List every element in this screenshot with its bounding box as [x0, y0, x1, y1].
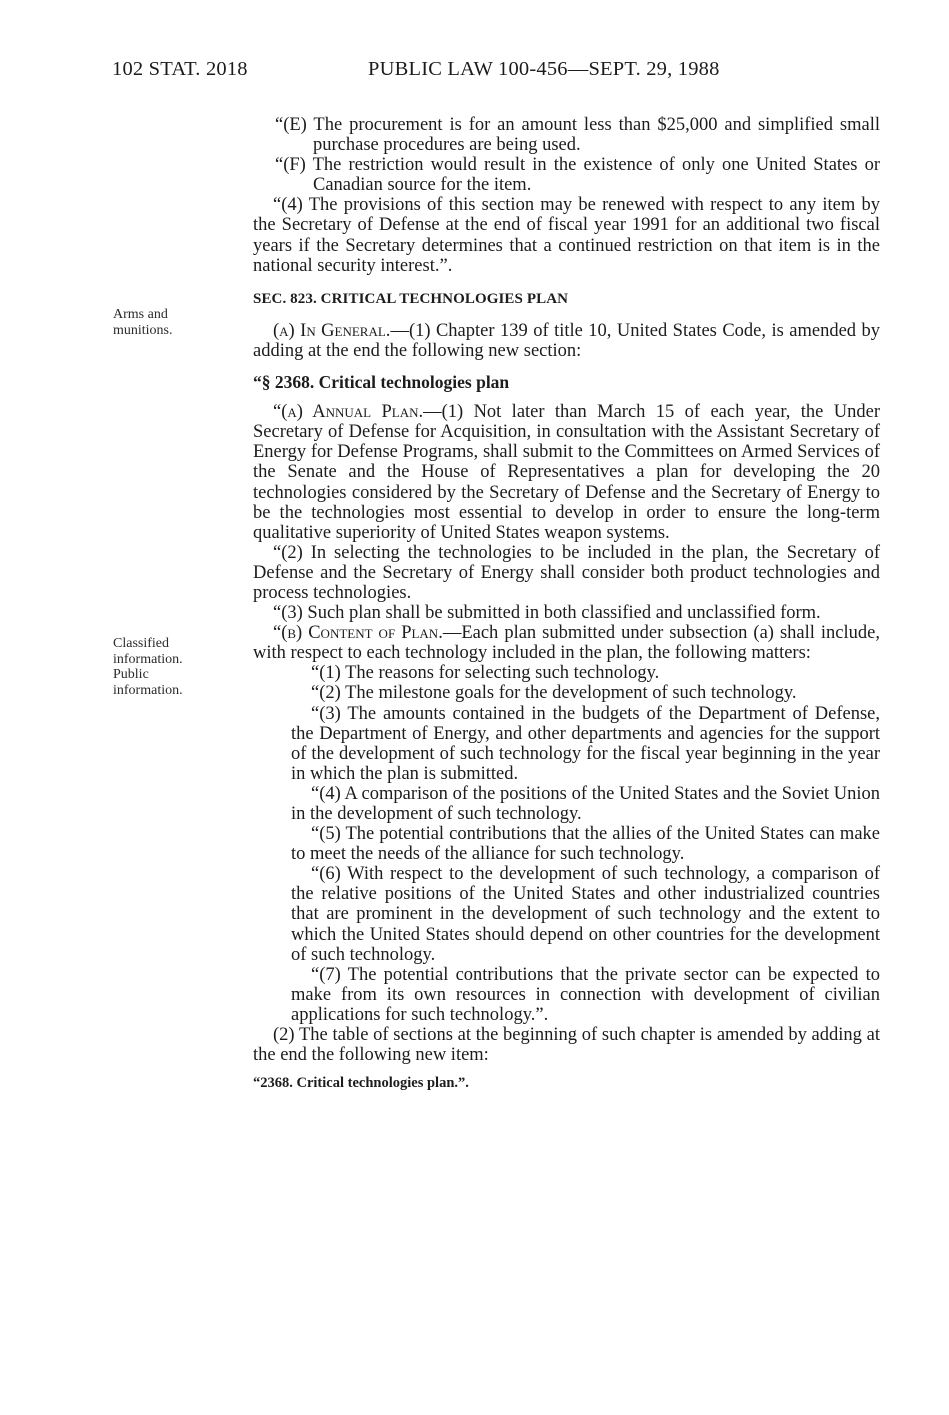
- margin-note-line: munitions.: [113, 322, 173, 338]
- section-2368-heading: “§ 2368. Critical technologies plan: [253, 372, 510, 393]
- main-text: [253, 115, 880, 1093]
- margin-note-line: information.: [113, 682, 183, 698]
- subsection-label: (a) In General.: [273, 320, 391, 341]
- paragraph-f: “(F) The restriction would result in the existence of only one United States or Canadian source for the item.: [275, 155, 880, 196]
- margin-note-classified: [113, 636, 183, 698]
- margin-note-line: information.: [113, 651, 183, 667]
- list-item: “(7) The potential contributions that the private sector can be expected to make from its own resources in connection with development of civilian applications for such technology.”.: [291, 964, 880, 1025]
- list-item: “(4) A comparison of the positions of the United States and the Soviet Union in the development of such technology.: [291, 783, 880, 824]
- paragraph-e: “(E) The procurement is for an amount less than $25,000 and simplified small purchase procedures are being used.: [275, 115, 880, 156]
- page-title: PUBLIC LAW 100-456—SEPT. 29, 1988: [368, 58, 720, 80]
- paragraph-4: “(4) The provisions of this section may be renewed with respect to any item by the Secretary of Defense at the end of fiscal year 1991 for an additional two fiscal years if the Secretary determines that a continued restriction on that item is in the national security interest.”.: [253, 195, 880, 276]
- paragraph-annual-plan: [253, 402, 880, 543]
- list-item: “(3) The amounts contained in the budgets of the Department of Defense, the Department of Energy, and other departments and agencies for the support of the development of such technology for the fiscal year beginning in the year in which the plan is submitted.: [291, 703, 880, 784]
- list-item: “(1) The reasons for selecting such technology.: [311, 663, 660, 684]
- paragraph-content-of-plan: [253, 623, 880, 663]
- subsection-text: —(1) Not later than March 15 of each year, the Under Secretary of Defense for Acquisition, in consultation with the Assistant Secretary of Energy for Defense Programs, shall submit to the Committees on Armed Services of the Senate and the House of Representatives a plan for developing the 20 technologies considered by the Secretary of Defense and the Secretary of Energy to be the technologies most essential to develop in order to ensure the long-term qualitative superiority of United States weapon systems.: [253, 402, 880, 543]
- section-heading: SEC. 823. CRITICAL TECHNOLOGIES PLAN: [253, 290, 569, 307]
- paragraph-a2: “(2) In selecting the technologies to be included in the plan, the Secretary of Defense and the Secretary of Energy shall consider both product technologies and process technologies.: [253, 542, 880, 603]
- subsection-text: —Each plan submitted under subsection (a) shall include, with respect to each technology included in the plan, the following matters:: [253, 623, 880, 664]
- paragraph-a-in-general: [253, 321, 880, 361]
- margin-note-arms: [113, 307, 173, 338]
- paragraph-a3: “(3) Such plan shall be submitted in both classified and unclassified form.: [273, 603, 821, 624]
- margin-note-line: Classified: [113, 636, 169, 651]
- subsection-label: “(a) Annual Plan.: [273, 402, 424, 423]
- subsection-label: “(b) Content of Plan.: [273, 623, 443, 644]
- table-of-sections-item: “2368. Critical technologies plan.”.: [253, 1075, 469, 1092]
- list-item: “(6) With respect to the development of such technology, a comparison of the relative positions of the United States and other industrialized countries that are prominent in the development of such technology and the extent to which the United States should depend on other countries for the development of such technology.: [291, 864, 880, 965]
- margin-note-line: Public: [113, 667, 149, 682]
- list-item: “(5) The potential contributions that the allies of the United States can make to meet the needs of the alliance for such technology.: [291, 824, 880, 865]
- paragraph-2-table: (2) The table of sections at the beginning of such chapter is amended by adding at the end the following new item:: [253, 1025, 880, 1066]
- list-item: “(2) The milestone goals for the development of such technology.: [311, 683, 797, 704]
- margin-note-line: Arms and: [113, 307, 168, 322]
- subsection-text: —(1) Chapter 139 of title 10, United States Code, is amended by adding at the end the following new section:: [253, 320, 880, 361]
- page-stat-citation: 102 STAT. 2018: [112, 58, 248, 80]
